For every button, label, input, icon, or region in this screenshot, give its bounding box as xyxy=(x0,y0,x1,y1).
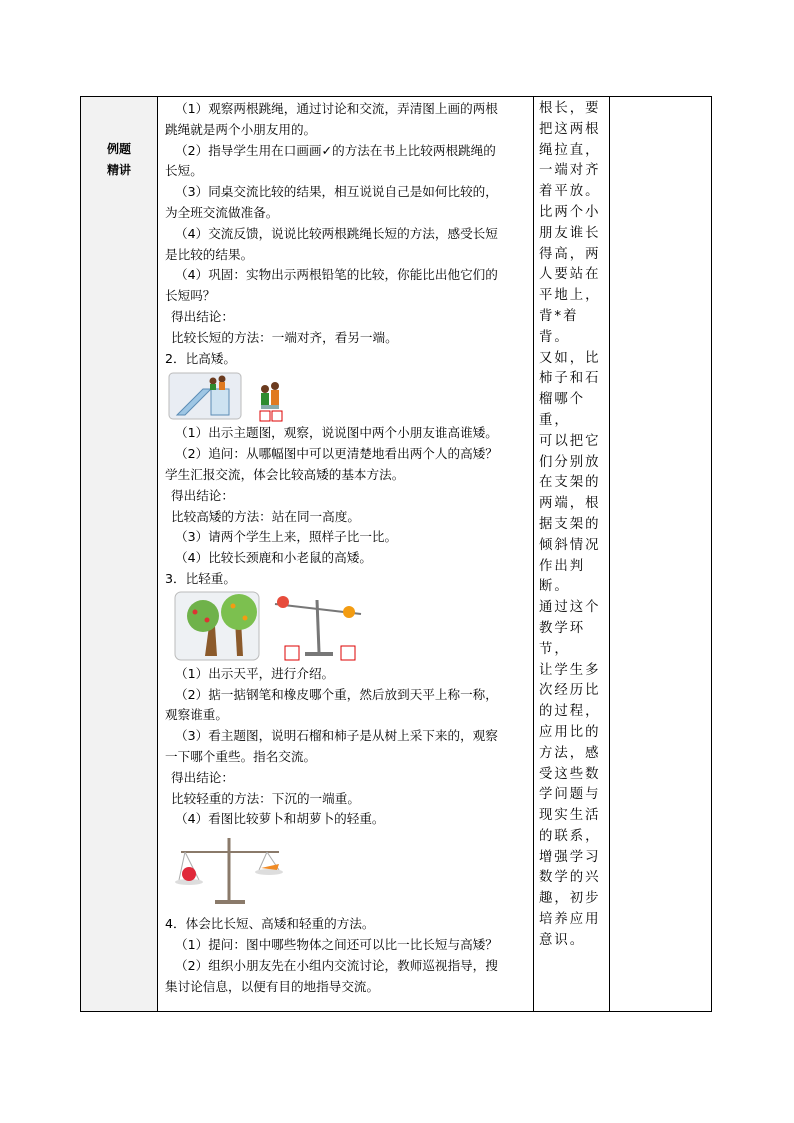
row-label-line-1: 例题 xyxy=(106,142,131,156)
note-line: 趣，初步 xyxy=(539,891,601,907)
note-line: 们分别放 xyxy=(539,454,601,470)
note-line: 的联系， xyxy=(539,828,601,844)
content-line: （2）追问：从哪幅图中可以更清楚地看出两个人的高矮？ xyxy=(175,446,498,462)
scale-picture xyxy=(165,830,295,914)
note-line: 意识。 xyxy=(539,932,586,948)
note-line: 据支架的 xyxy=(539,516,601,532)
note-line: 可以把它 xyxy=(539,433,601,449)
note-line: 一端对齐 xyxy=(539,163,601,179)
content-line: 长短吗？ xyxy=(165,288,216,304)
note-line: 现实生活 xyxy=(539,808,601,824)
lesson-content xyxy=(165,99,531,997)
note-line: 两端，根 xyxy=(539,496,601,512)
content-line: 为全班交流做准备。 xyxy=(165,204,279,220)
content-line: （2）指导学生用在口画画✓的方法在书上比较两根跳绳的 xyxy=(175,142,496,158)
content-line: （4）看图比较萝卜和胡萝卜的轻重。 xyxy=(175,811,385,827)
content-line: （4）巩固：实物出示两根铅笔的比较，你能比出他它们的 xyxy=(175,267,498,283)
note-line: 人要站在 xyxy=(539,267,601,283)
content-line: （4）比较长颈鹿和小老鼠的高矮。 xyxy=(175,550,372,566)
note-line: 柿子和石 xyxy=(539,371,601,387)
radish-carrot-scale-figure xyxy=(165,830,531,914)
teaching-notes xyxy=(539,99,607,952)
content-line: 比较长短的方法：一端对齐，看另一端。 xyxy=(171,329,398,345)
content-line: 比较轻重的方法：下沉的一端重。 xyxy=(171,790,360,806)
row-label-cell xyxy=(81,97,157,1011)
note-line: 的过程， xyxy=(539,704,601,720)
tree-and-scale-picture xyxy=(165,590,365,664)
lesson-table xyxy=(80,96,712,1012)
height-comparison-figure xyxy=(165,369,531,423)
note-line: 又如，比 xyxy=(539,350,601,366)
weight-comparison-figure xyxy=(165,590,531,664)
note-line: 学问题与 xyxy=(539,787,601,803)
note-line: 绳拉直， xyxy=(539,142,601,158)
content-line: 学生汇报交流，体会比较高矮的基本方法。 xyxy=(165,466,405,482)
note-line: 次经历比 xyxy=(539,683,601,699)
slide-picture xyxy=(165,369,305,423)
content-line: （1）观察两根跳绳，通过讨论和交流，弄清图上画的两根 xyxy=(175,101,498,116)
note-line: 朋友谁长 xyxy=(539,225,601,241)
note-line: 受这些数 xyxy=(539,766,601,782)
content-line: 观察谁重。 xyxy=(165,707,228,723)
note-line: 倾斜情况 xyxy=(539,537,601,553)
note-line: 方法，感 xyxy=(539,745,601,761)
note-line: 根长，要 xyxy=(539,101,601,116)
content-line: （1）提问：图中哪些物体之间还可以比一比长短与高矮？ xyxy=(175,936,498,952)
row-label xyxy=(81,139,157,181)
column-divider-1 xyxy=(157,97,158,1011)
note-line: 应用比的 xyxy=(539,724,601,740)
content-line: 是比较的结果。 xyxy=(165,246,254,262)
note-line: 得高，两 xyxy=(539,246,601,262)
row-label-line-2: 精讲 xyxy=(106,163,131,177)
note-line: 增强学习 xyxy=(539,849,601,865)
content-line: 一下哪个重些。指名交流。 xyxy=(165,748,317,764)
content-line: （1）出示主题图，观察，说说图中两个小朋友谁高谁矮。 xyxy=(175,425,498,441)
note-line: 教学环节， xyxy=(539,620,586,657)
content-line: 长短。 xyxy=(165,163,203,179)
note-line: 榴哪个重， xyxy=(539,392,586,428)
content-line: （1）出示天平，进行介绍。 xyxy=(175,665,335,681)
note-line: 让学生多 xyxy=(539,662,601,678)
note-line: 平地上， xyxy=(539,288,601,304)
content-line: 集讨论信息，以便有目的地指导交流。 xyxy=(165,978,380,994)
content-line: （3）同桌交流比较的结果，相互说说自己是如何比较的， xyxy=(175,184,498,200)
content-line: 得出结论： xyxy=(171,487,234,503)
note-line: 着平放。 xyxy=(539,184,601,200)
content-line: 4．体会比长短、高矮和轻重的方法。 xyxy=(165,916,375,932)
note-line: 培养应用 xyxy=(539,912,601,928)
content-line: （3）看主题图，说明石榴和柿子是从树上采下来的，观察 xyxy=(175,728,498,744)
column-divider-2 xyxy=(533,97,534,1011)
note-line: 比两个小 xyxy=(539,204,601,220)
content-line: 得出结论： xyxy=(171,308,234,324)
note-line: 把这两根 xyxy=(539,121,601,137)
note-line: 数学的兴 xyxy=(539,870,601,886)
content-line: 2．比高矮。 xyxy=(165,350,236,366)
note-line: 通过这个 xyxy=(539,600,601,616)
content-line: （2）组织小朋友先在小组内交流讨论，教师巡视指导，搜 xyxy=(175,957,498,973)
content-line: （2）掂一掂钢笔和橡皮哪个重，然后放到天平上称一称， xyxy=(175,686,498,702)
content-line: 比较高矮的方法：站在同一高度。 xyxy=(171,508,360,524)
note-line: 作出判断。 xyxy=(539,558,586,595)
content-line: 3．比轻重。 xyxy=(165,570,236,586)
content-line: （4）交流反馈，说说比较两根跳绳长短的方法，感受长短 xyxy=(175,225,498,241)
content-line: 跳绳就是两个小朋友用的。 xyxy=(165,121,317,137)
note-line: 背*着背。 xyxy=(539,308,579,345)
content-line: 得出结论： xyxy=(171,769,234,785)
content-line: （3）请两个学生上来，照样子比一比。 xyxy=(175,529,398,545)
column-divider-3 xyxy=(609,97,610,1011)
note-line: 在支架的 xyxy=(539,475,601,491)
